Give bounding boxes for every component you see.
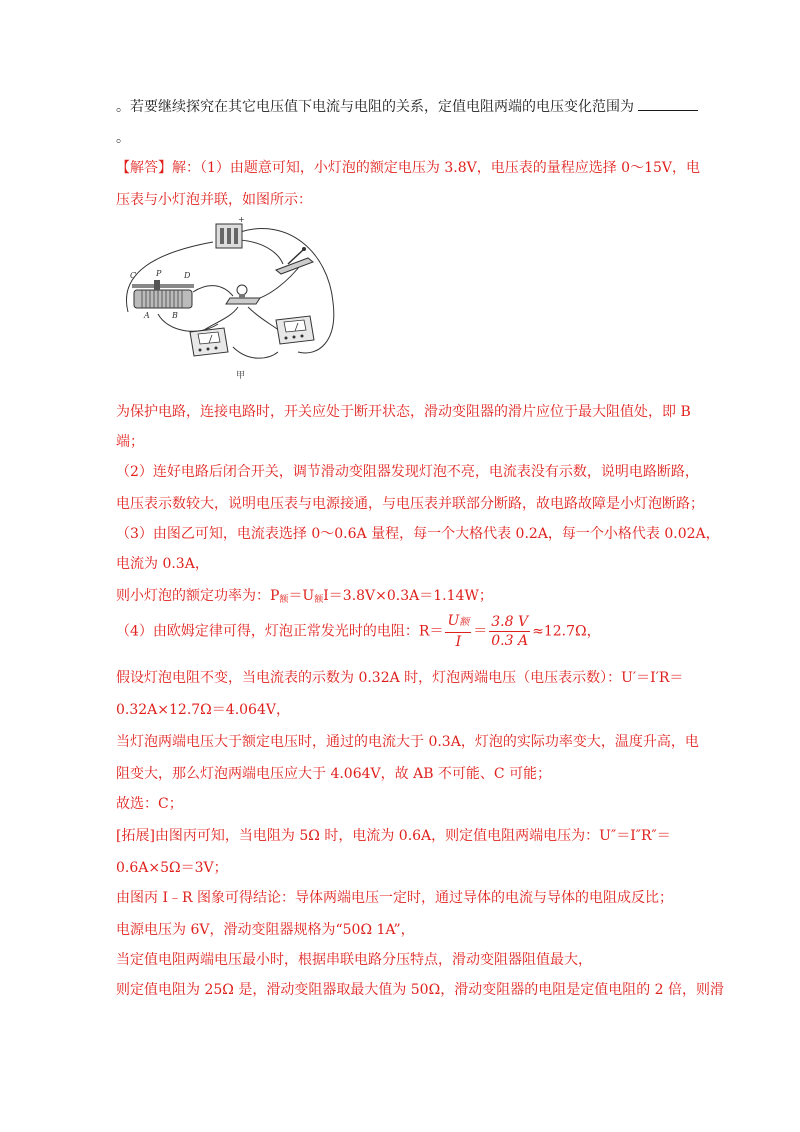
ammeter-icon — [276, 316, 314, 344]
answer-line-11: 假设灯泡电阻不变，当电流表的示数为 0.32A 时，灯泡两端电压（电压表示数）：U′＝I′R＝ — [116, 670, 684, 686]
answer-line-8: 电流为 0.3A， — [116, 556, 209, 572]
answer-line-9: 则小灯泡的额定功率为：$P_额=U_额I=3.8V\times 0.3A=1.14W$； — [116, 588, 493, 605]
answer-line-14: 阻变大，那么灯泡两端电压应大于 4.064V，故 AB 不可能、C 可能； — [116, 766, 552, 782]
answer-tag: 【解答】 — [116, 160, 172, 176]
answer-line-16: [拓展]由图丙可知，当电阻为 5Ω 时，电流为 0.6A，则定值电阻两端电压为：U″＝I″R″＝ — [116, 828, 671, 844]
answer-line-1: 【解答】解：（1）由题意可知，小灯泡的额定电压为 3.8V，电压表的量程应选择 0～15V，电 — [116, 160, 701, 176]
answer-line-12: 0.32A×12.7Ω＝4.064V， — [116, 702, 290, 718]
answer-line-20: 当定值电阻两端电压最小时，根据串联电路分压特点，滑动变阻器阻值最大， — [116, 952, 592, 968]
answer-line-13: 当灯泡两端电压大于额定电压时，通过的电流大于 0.3A，灯泡的实际功率变大，温度升高，电 — [116, 734, 699, 750]
voltmeter-icon — [190, 328, 228, 356]
wire — [158, 314, 218, 331]
wire — [193, 286, 233, 296]
answer-line-17: 0.6A×5Ω＝3V； — [116, 860, 228, 876]
answer-line-18: 由图丙 I﹣R 图象可得结论：导体两端电压一定时，通过导体的电流与导体的电阻成反比； — [116, 890, 673, 906]
wire — [240, 240, 283, 264]
fraction-u-over-i: $\frac{\text{U额}}{I}$ — [447, 613, 470, 650]
answer-line-4: 端； — [116, 434, 144, 450]
answer-line-10: （4）由欧姆定律可得，灯泡正常发光时的电阻：R＝ $\frac{\text{U额}}{I}$ ＝ $\frac{3.8 V}{0.3 A}$ ≈12.7Ω， — [116, 613, 601, 650]
answer-line-5: （2）连好电路后闭合开关，调节滑动变阻器发现灯泡不亮，电流表没有示数，说明电路断路， — [116, 464, 699, 480]
label-c: C — [130, 271, 137, 280]
answer-line-2: 压表与小灯泡并联，如图所示： — [116, 192, 312, 208]
battery-plus-label: + — [238, 215, 245, 224]
answer-blank[interactable] — [638, 96, 698, 111]
label-a: A — [144, 311, 150, 320]
figure-caption: 甲 — [236, 371, 246, 381]
label-p: P — [156, 269, 162, 278]
circuit-diagram — [118, 212, 348, 382]
question-line-2: 。 — [116, 130, 130, 146]
answer-line-21: 则定值电阻为 25Ω 是，滑动变阻器取最大值为 50Ω，滑动变阻器的电阻是定值电阻的 2 倍，则滑 — [116, 982, 724, 998]
question-line-1: 。若要继续探究在其它电压值下电流与电阻的关系，定值电阻两端的电压变化范围为 — [116, 96, 698, 117]
answer-line-3: 为保护电路，连接电路时，开关应处于断开状态，滑动变阻器的滑片应位于最大阻值处，即 B — [116, 404, 691, 420]
answer-line-15: 故选：C； — [116, 796, 183, 812]
answer-line-19: 电源电压为 6V，滑动变阻器规格为“50Ω 1A”， — [116, 922, 415, 938]
answer-line-6: 电压表示数较大，说明电压表与电源接通，与电压表并联部分断路，故电路故障是小灯泡断路； — [116, 496, 704, 512]
label-d: D — [184, 271, 191, 280]
answer-line-7: （3）由图乙可知，电流表选择 0～0.6A 量程，每一个大格代表 0.2A，每一个小格代表 0.02A， — [116, 526, 720, 542]
label-b: B — [172, 311, 178, 320]
rheostat-icon — [130, 269, 194, 320]
battery-icon — [216, 215, 245, 248]
wire — [233, 347, 278, 358]
fraction-values: $\frac{3.8 V}{0.3 A}$ — [491, 614, 529, 649]
